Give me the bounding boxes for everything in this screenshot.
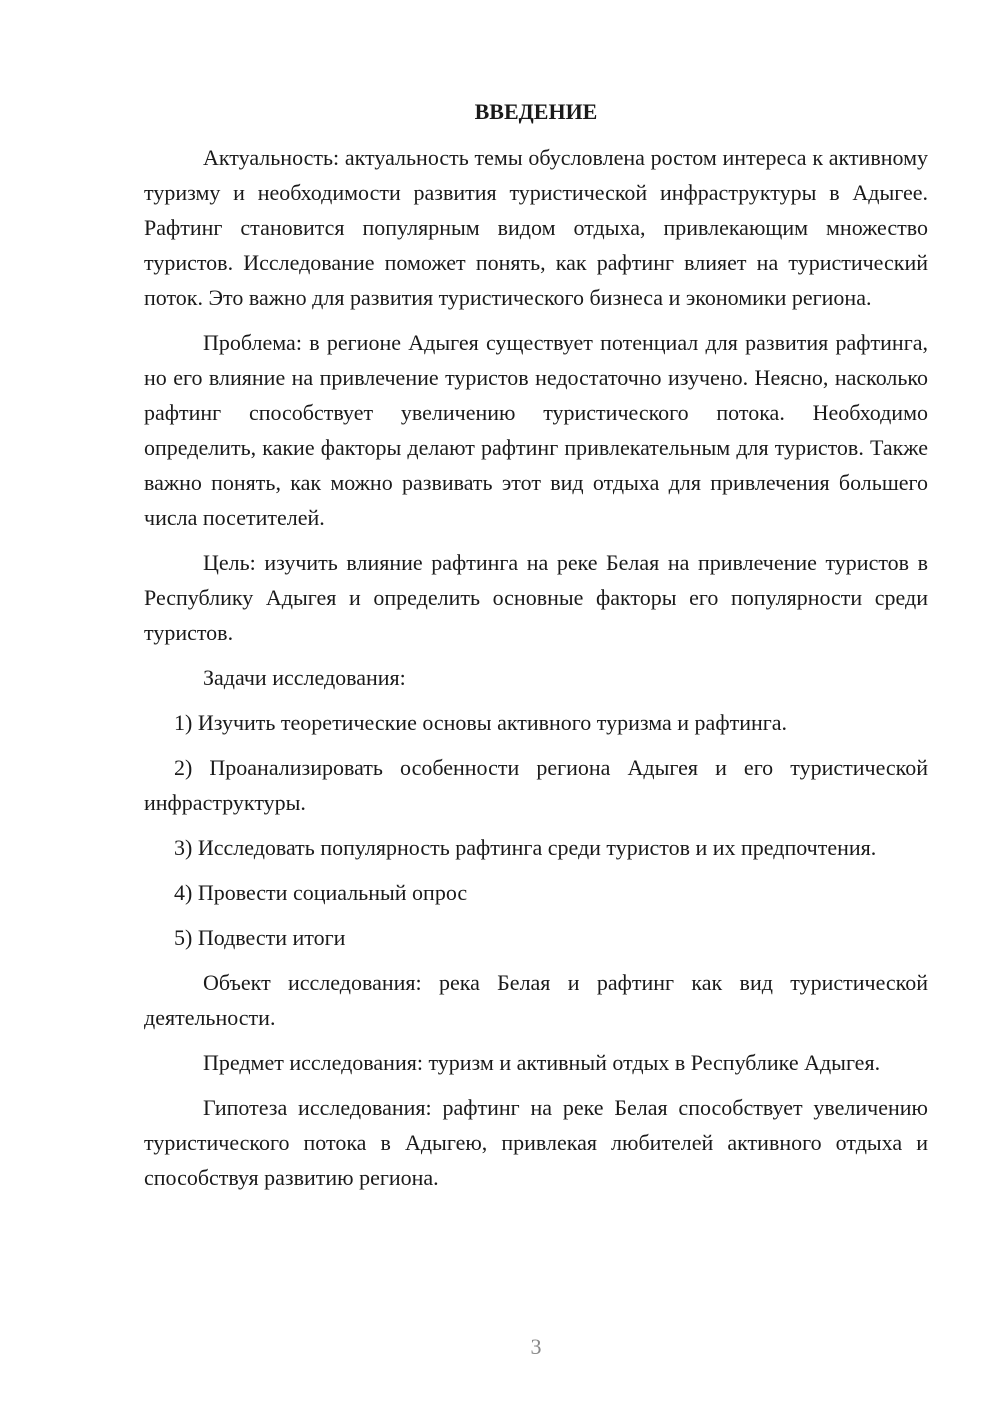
page-number: 3 bbox=[530, 1334, 542, 1359]
subject-paragraph: Предмет исследования: туризм и активный отдых в Республике Адыгея. bbox=[203, 1050, 881, 1075]
goal-paragraph: Цель: изучить влияние рафтинга на реке Белая на привлечение туристов в Республику Адыгея и определить основные факторы его популярности среди туристов. bbox=[144, 550, 928, 645]
task-item-1: 1) Изучить теоретические основы активного туризма и рафтинга. bbox=[174, 710, 788, 735]
task-item-2: 2) Проанализировать особенности региона Адыгея и его туристической инфраструктуры. bbox=[144, 755, 928, 815]
section-title: ВВЕДЕНИЕ bbox=[474, 99, 598, 124]
task-item-4: 4) Провести социальный опрос bbox=[174, 880, 468, 905]
task-item-5: 5) Подвести итоги bbox=[174, 925, 346, 950]
problem-paragraph: Проблема: в регионе Адыгея существует потенциал для развития рафтинга, но его влияние на привлечение туристов недостаточно изучено. Неясно, насколько рафтинг способствует увеличению туристического потока. Необходимо определить, какие факторы делают рафтинг привлекательным для туристов. Также важно понять, как можно развивать этот вид отдыха для привлечения большего числа посетителей. bbox=[144, 330, 928, 530]
document-page bbox=[144, 94, 928, 1205]
hypothesis-paragraph: Гипотеза исследования: рафтинг на реке Белая способствует увеличению туристического потока в Адыгею, привлекая любителей активного отдыха и способствуя развитию региона. bbox=[144, 1095, 928, 1190]
relevance-paragraph: Актуальность: актуальность темы обусловлена ростом интереса к активному туризму и необходимости развития туристической инфраструктуры в Адыгее. Рафтинг становится популярным видом отдыха, привлекающим множество туристов. Исследование поможет понять, как рафтинг влияет на туристический поток. Это важно для развития туристического бизнеса и экономики региона. bbox=[144, 145, 928, 310]
object-paragraph: Объект исследования: река Белая и рафтинг как вид туристической деятельности. bbox=[144, 970, 928, 1030]
task-item-3: 3) Исследовать популярность рафтинга среди туристов и их предпочтения. bbox=[174, 835, 877, 860]
tasks-heading: Задачи исследования: bbox=[203, 665, 406, 690]
